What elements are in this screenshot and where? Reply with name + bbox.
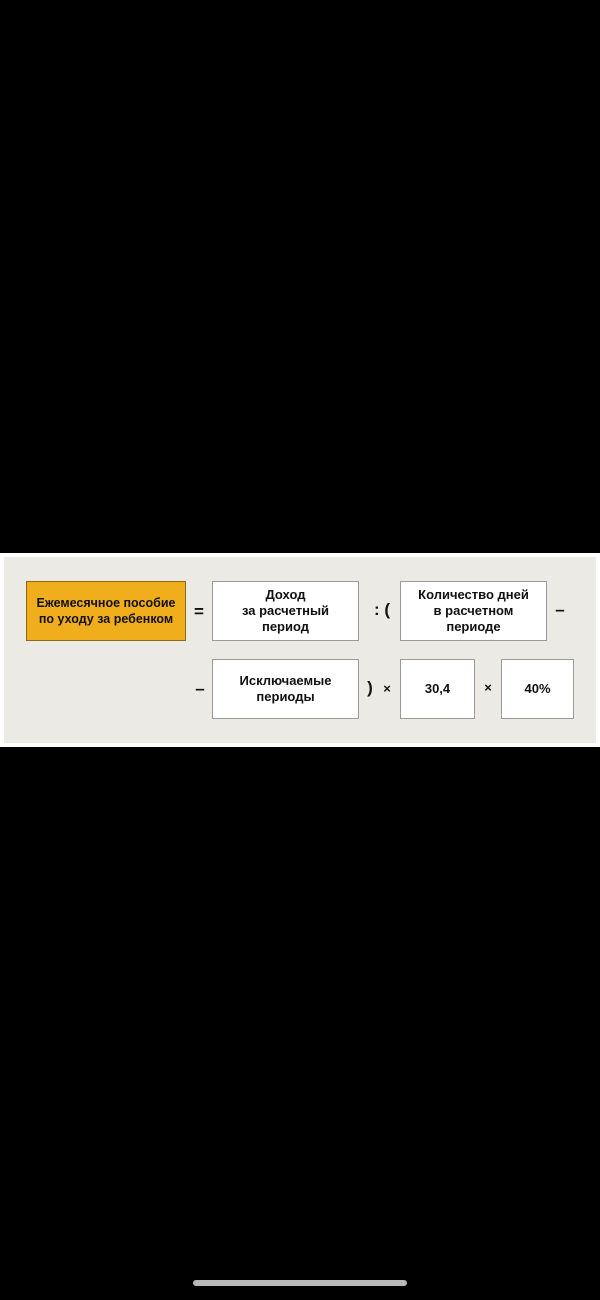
percent-box: 40% — [501, 659, 574, 719]
minus-sign-end: – — [555, 600, 565, 619]
divide-open-paren: : ( — [373, 600, 391, 619]
formula-panel — [4, 557, 596, 743]
days-in-period-box: Количество дней в расчетном периоде — [400, 581, 547, 641]
close-paren: ) — [367, 678, 373, 697]
multiply-sign-1: × — [383, 681, 391, 696]
multiply-sign-2: × — [484, 680, 492, 695]
home-indicator[interactable] — [193, 1280, 407, 1286]
excluded-periods-box: Исключаемые периоды — [212, 659, 359, 719]
income-box: Доход за расчетный период — [212, 581, 359, 641]
monthly-allowance-box: Ежемесячное пособие по уходу за ребенком — [26, 581, 186, 641]
minus-sign-start: – — [195, 679, 205, 698]
formula-image — [0, 553, 600, 747]
average-days-box: 30,4 — [400, 659, 475, 719]
equals-sign: = — [194, 602, 204, 621]
